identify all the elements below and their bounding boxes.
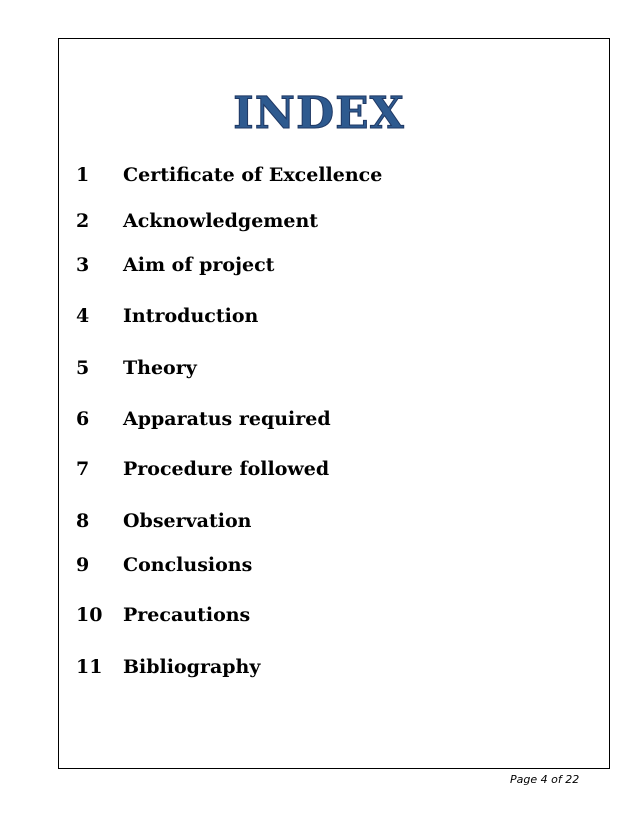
entry-label: Certificate of Excellence: [123, 164, 383, 186]
entry-label: Theory: [123, 357, 197, 379]
entry-label: Apparatus required: [123, 408, 331, 430]
page-number: Page 4 of 22: [510, 773, 580, 786]
entry-label: Bibliography: [123, 656, 261, 678]
entry-number: 9: [76, 554, 90, 576]
entry-label: Observation: [123, 510, 252, 532]
entry-number: 5: [76, 357, 90, 379]
entry-label: Introduction: [123, 305, 259, 327]
entry-number: 8: [76, 510, 90, 532]
entry-number: 3: [76, 254, 90, 276]
entry-number: 4: [76, 305, 90, 327]
entry-number: 10: [76, 604, 103, 626]
entry-number: 2: [76, 210, 90, 232]
index-title: INDEX: [233, 88, 405, 139]
entry-label: Precautions: [123, 604, 251, 626]
entry-label: Conclusions: [123, 554, 253, 576]
entry-number: 7: [76, 458, 90, 480]
entry-number: 11: [76, 656, 103, 678]
entry-label: Procedure followed: [123, 458, 330, 480]
entry-label: Aim of project: [123, 254, 275, 276]
entry-number: 6: [76, 408, 90, 430]
entry-number: 1: [76, 164, 90, 186]
entry-label: Acknowledgement: [123, 210, 319, 232]
